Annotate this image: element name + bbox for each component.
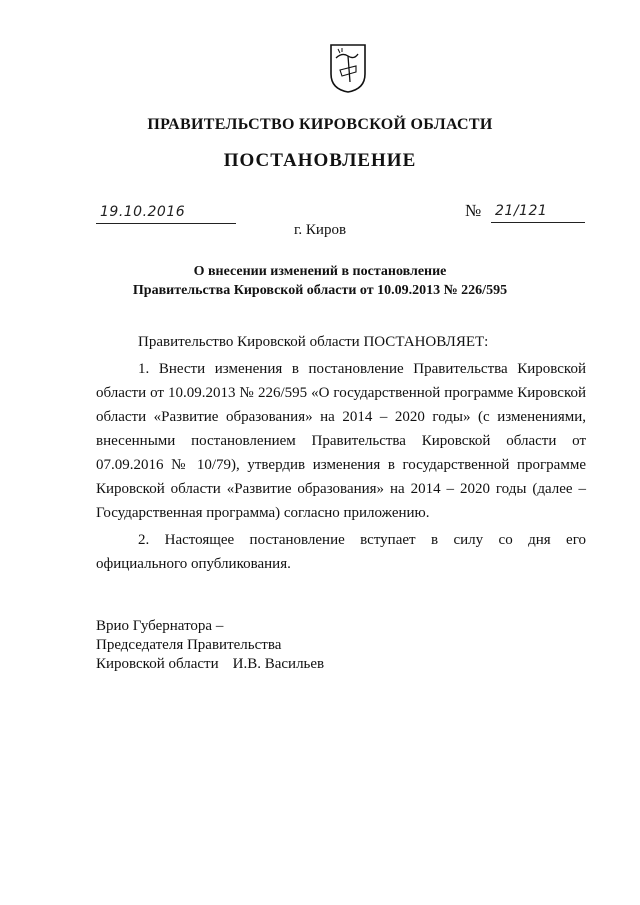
city: г. Киров <box>293 222 347 238</box>
date-field <box>96 203 236 224</box>
signatory-position-line-2: Председателя Правительства <box>96 637 282 653</box>
preamble: Правительство Кировской области ПОСТАНОВЛЯЕТ: <box>138 334 489 350</box>
number-field <box>465 201 585 223</box>
signatory-name: И.В. Васильев <box>232 656 325 672</box>
handwritten-date: 19.10.2016 <box>100 204 186 220</box>
document-subject <box>100 262 540 300</box>
coat-of-arms-icon <box>328 42 368 94</box>
handwritten-number: 21/121 <box>495 203 548 219</box>
signatory-position-line-3 <box>96 655 324 674</box>
item-1: 1. Внести изменения в постановление Правительства Кировской области от 10.09.2013 № 226/595 «О государственной программе Кировской области «Развитие образования» на 2014 – 2020 годы» (с изменениями, внесенными постановлением Правительства Кировской области от 07.09.2016 № 10/79), утвердив изменения в государственной программе Кировской области «Развитие образования» на 2014 – 2020 годы (далее – Государственная программа) согласно приложению. <box>96 361 586 521</box>
number-sign: № <box>465 201 482 220</box>
item-2: 2. Настоящее постановление вступает в силу со дня его официального опубликования. <box>96 532 586 572</box>
government-name: ПРАВИТЕЛЬСТВО КИРОВСКОЙ ОБЛАСТИ <box>147 116 493 133</box>
signature-block <box>96 617 324 674</box>
subject-line-1: О внесении изменений в постановление <box>193 264 447 279</box>
signatory-region: Кировской области <box>96 656 219 672</box>
document-body <box>96 330 586 576</box>
subject-line-2: Правительства Кировской области от 10.09.2013 № 226/595 <box>132 283 508 298</box>
signatory-position-line-1: Врио Губернатора – <box>96 618 224 634</box>
document-type: ПОСТАНОВЛЕНИЕ <box>223 150 417 171</box>
